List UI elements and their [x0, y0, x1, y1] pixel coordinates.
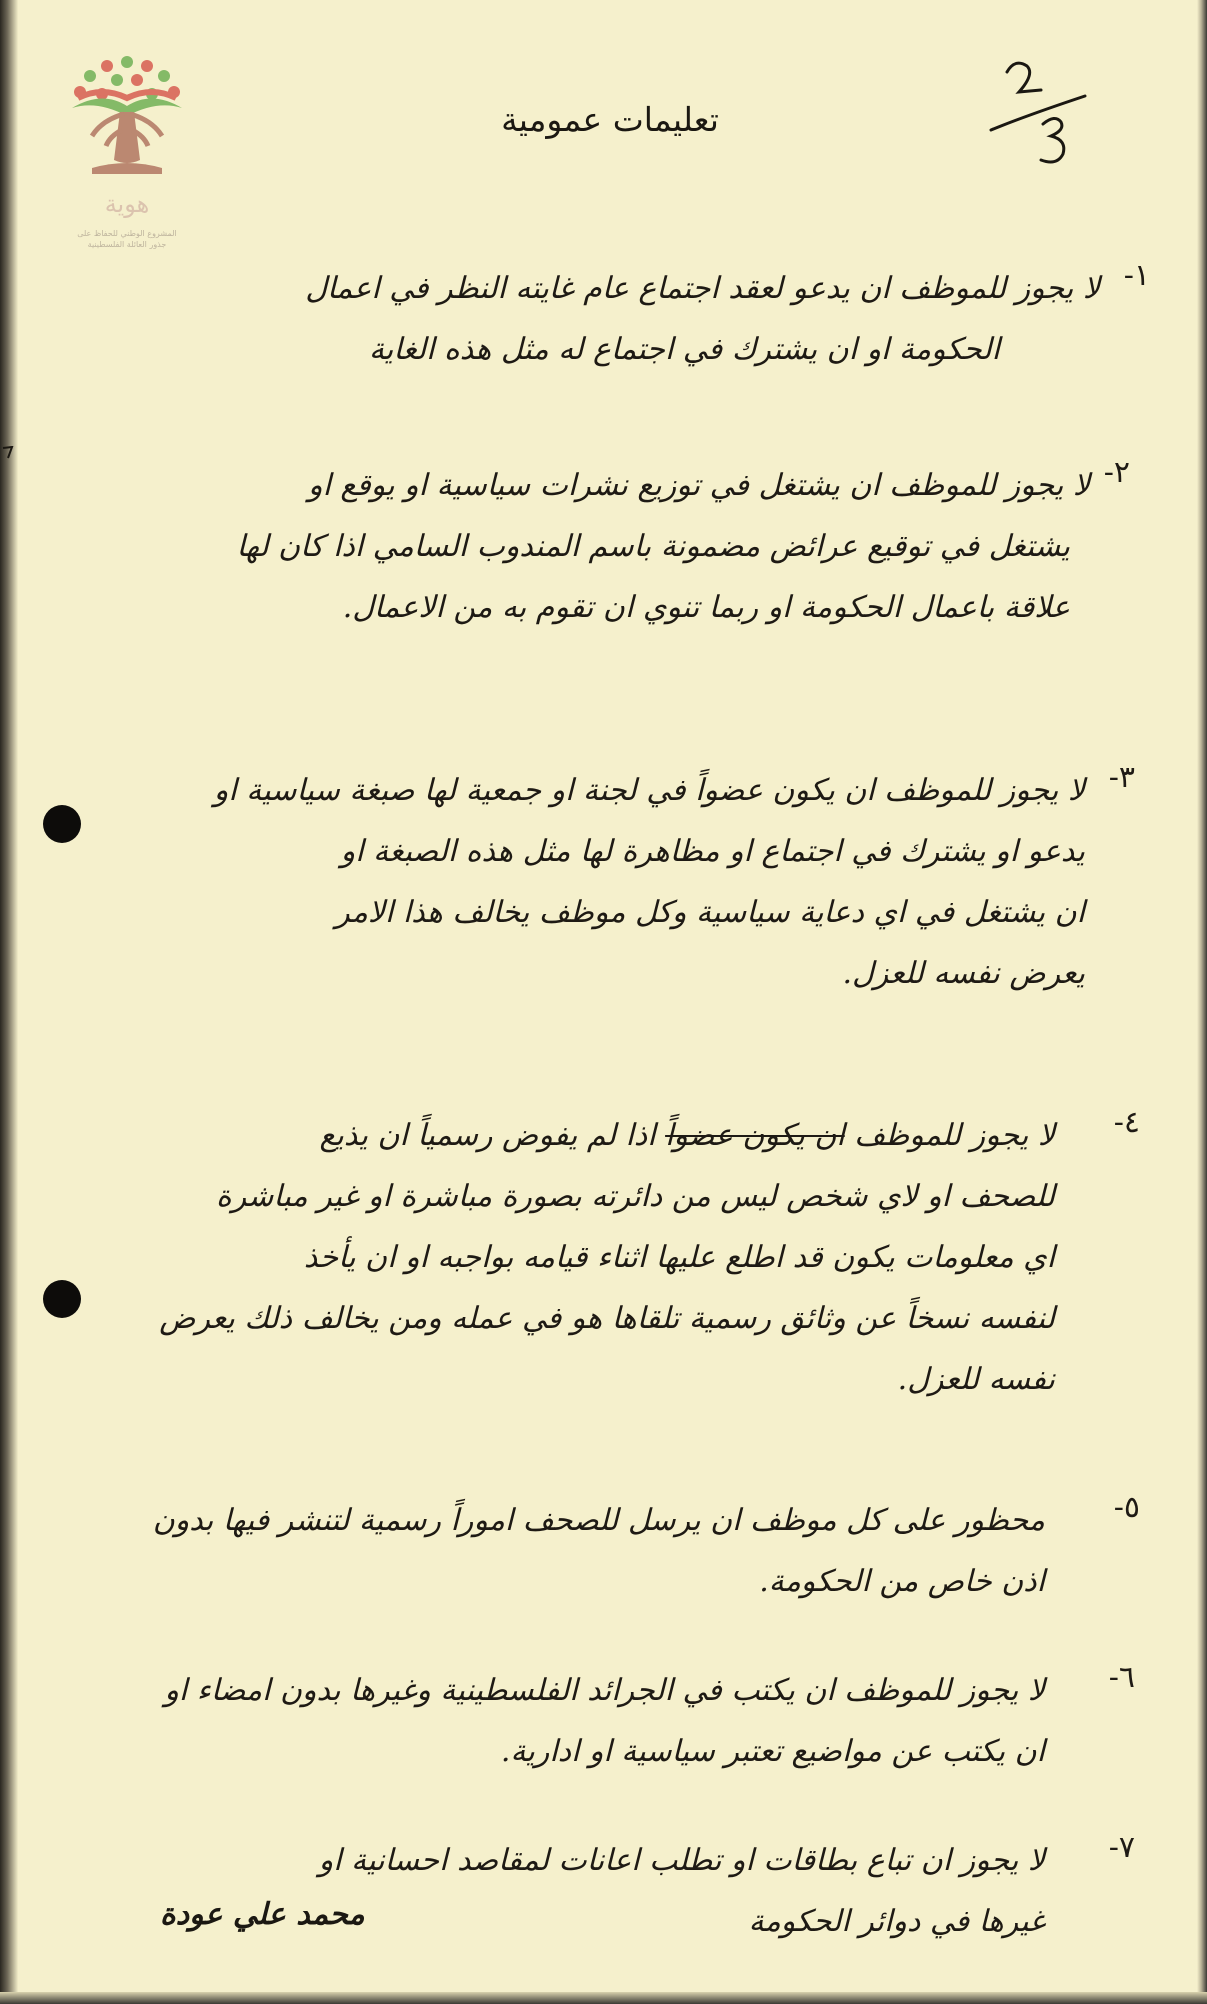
signature: محمد علي عودة: [160, 1897, 365, 1932]
paragraph-line: اذن خاص من الحكومة.: [759, 1564, 1045, 1599]
folio-number-handwriting: [985, 50, 1095, 180]
punch-hole: [43, 1280, 81, 1318]
margin-ink-mark: [2, 445, 16, 459]
paragraph-line: غيرها في دوائر الحكومة: [748, 1904, 1045, 1939]
paragraph-number: ٦-: [1108, 1660, 1135, 1695]
paragraph-line: محظور على كل موظف ان يرسل للصحف اموراً رسمية لتنشر فيها بدون: [152, 1503, 1045, 1538]
paragraph-number: ٤-: [1113, 1105, 1140, 1140]
paragraph-line: يعرض نفسه للعزل.: [842, 956, 1085, 991]
page-edge-left: [0, 0, 18, 2004]
paragraph-line: لا يجوز للموظف ان يكون عضواً اذا لم يفوض رسمياً ان يذيع: [319, 1118, 1055, 1153]
paragraph-6: [80, 1660, 1135, 1782]
paragraph-1: [180, 258, 1150, 380]
paragraph-line: لا يجوز للموظف ان يكون عضواً في لجنة او جمعية لها صبغة سياسية او: [213, 773, 1085, 808]
paragraph-number: ٣-: [1108, 760, 1135, 795]
paragraph-line: لا يجوز للموظف ان يدعو لعقد اجتماع عام غايته النظر في اعمال: [305, 271, 1100, 306]
paragraph-line: يشتغل في توقيع عرائض مضمونة باسم المندوب السامي اذا كان لها: [236, 529, 1070, 564]
paragraph-2: [100, 455, 1130, 638]
page-edge-bottom: [0, 1992, 1207, 2004]
watermark-name: هوية: [104, 190, 150, 218]
paragraph-number: ٥-: [1113, 1490, 1140, 1525]
watermark-subtitle-line2: جذور العائلة الفلسطينية: [87, 240, 167, 249]
paragraph-line: يدعو او يشترك في اجتماع او مظاهرة لها مثل هذه الصبغة او: [340, 834, 1085, 869]
folio-number: [985, 50, 1095, 180]
paragraph-line: علاقة باعمال الحكومة او ربما تنوي ان تقوم به من الاعمال.: [342, 590, 1070, 625]
page-edge-right: [1197, 0, 1207, 2004]
struck-text: ان يكون عضواً: [665, 1118, 845, 1153]
paragraph-5: [55, 1490, 1140, 1612]
paragraph-line: نفسه للعزل.: [897, 1362, 1055, 1397]
paragraph-line: الحكومة او ان يشترك في اجتماع له مثل هذه الغاية: [368, 332, 1000, 367]
paragraph-line: ان يكتب عن مواضيع تعتبر سياسية او ادارية.: [500, 1734, 1045, 1769]
paragraph-line: اي معلومات يكون قد اطلع عليها اثناء قيامه بواجبه او ان يأخذ: [303, 1240, 1055, 1275]
paragraph-line: لا يجوز للموظف ان يكتب في الجرائد الفلسطينية وغيرها بدون امضاء او: [164, 1673, 1045, 1708]
paragraph-7: [185, 1830, 1135, 1952]
watermark-subtitle: [62, 228, 192, 250]
punch-hole: [43, 805, 81, 843]
paragraph-line: ان يشتغل في اي دعاية سياسية وكل موظف يخالف هذا الامر: [335, 895, 1085, 930]
watermark-logo: [62, 50, 192, 270]
paragraph-4: [85, 1105, 1140, 1410]
watermark-subtitle-line1: المشروع الوطني للحفاظ على: [77, 229, 177, 238]
paragraph-number: ٧-: [1108, 1830, 1135, 1865]
paragraph-line: لنفسه نسخاً عن وثائق رسمية تلقاها هو في عمله ومن يخالف ذلك يعرض: [159, 1301, 1055, 1336]
paragraph-number: ٢-: [1103, 455, 1130, 490]
paragraph-line: لا يجوز ان تباع بطاقات او تطلب اعانات لمقاصد احسانية او: [318, 1843, 1045, 1878]
tree-logo-icon: [62, 50, 192, 190]
paragraph-line: للصحف او لاي شخص ليس من دائرته بصورة مباشرة او غير مباشرة: [216, 1179, 1055, 1214]
document-title: تعليمات عمومية: [501, 100, 719, 139]
paragraph-line: لا يجوز للموظف ان يشتغل في توزيع نشرات سياسية او يوقع او: [308, 468, 1090, 503]
paragraph-3: [85, 760, 1135, 1004]
paragraph-number: ١-: [1123, 258, 1150, 293]
